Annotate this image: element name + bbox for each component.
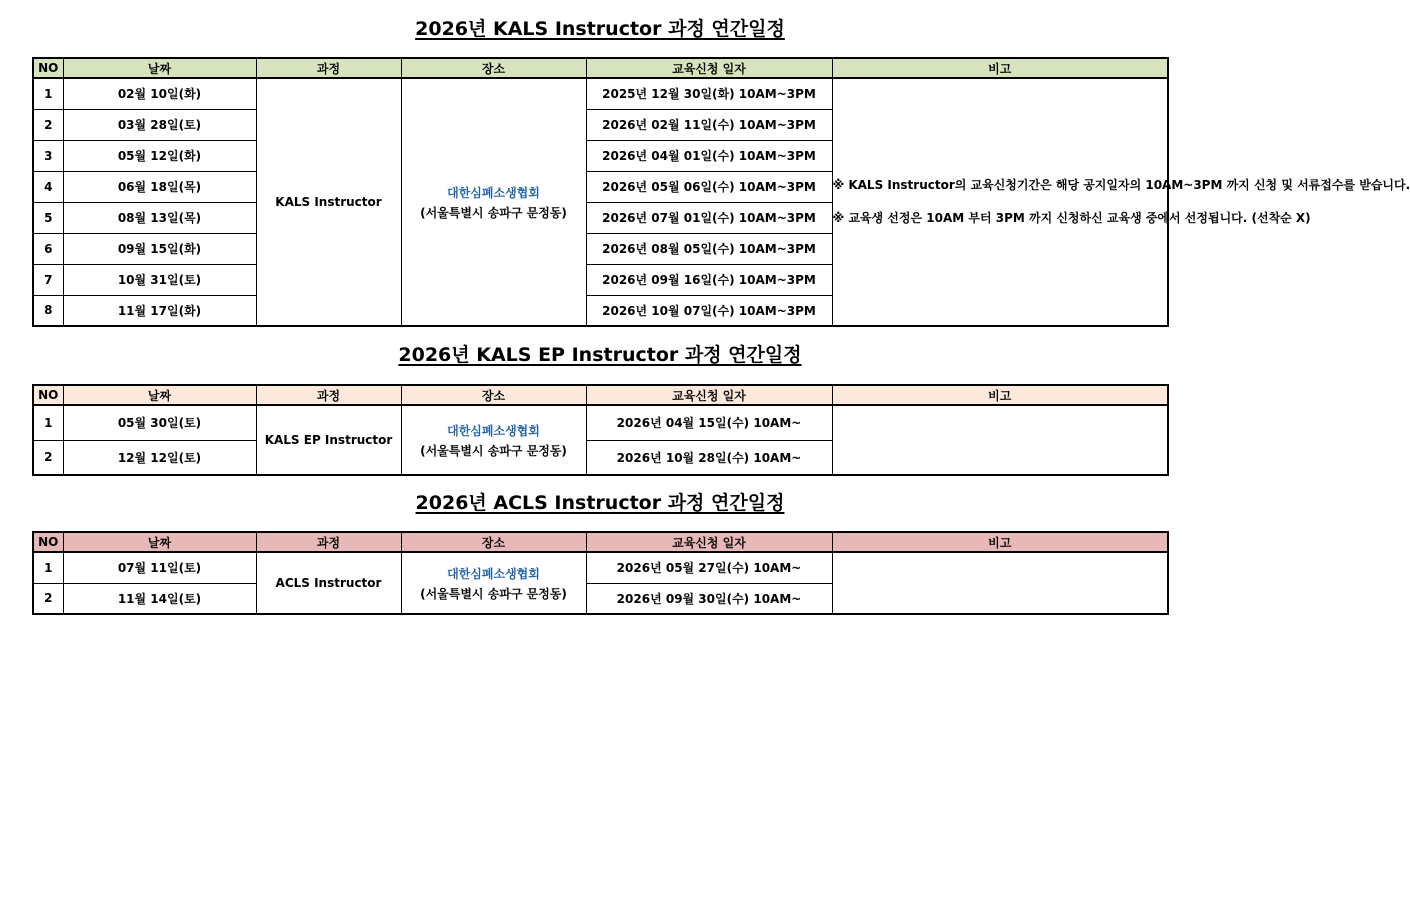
row-date: 07월 11일(토): [63, 552, 256, 583]
table-header-row: [33, 532, 1168, 552]
course-name: KALS Instructor: [256, 78, 401, 326]
row-apply-date: 2026년 05월 27일(수) 10AM~: [586, 552, 832, 583]
header-remarks: 비고: [832, 532, 1168, 552]
row-date: 02월 10일(화): [63, 78, 256, 109]
row-date: 09월 15일(화): [63, 233, 256, 264]
row-apply-date: 2025년 12월 30일(화) 10AM~3PM: [586, 78, 832, 109]
row-no: 1: [33, 78, 63, 109]
remarks-cell: [832, 78, 1410, 326]
row-no: 3: [33, 140, 63, 171]
venue-name: 대한심폐소생협회: [447, 185, 540, 200]
header-date: 날짜: [63, 385, 256, 405]
acls-instructor-schedule-table: [32, 531, 1169, 615]
header-course: 과정: [256, 58, 401, 78]
venue-cell: [401, 78, 586, 326]
table-header-row: [33, 385, 1168, 405]
row-date: 11월 14일(토): [63, 583, 256, 614]
row-apply-date: 2026년 10월 28일(수) 10AM~: [586, 440, 832, 475]
venue-cell: [401, 552, 586, 614]
table-header-row: [33, 58, 1168, 78]
venue-address: (서울특별시 송파구 문정동): [420, 205, 567, 220]
header-apply-date: 교육신청 일자: [586, 58, 832, 78]
header-course: 과정: [256, 385, 401, 405]
header-apply-date: 교육신청 일자: [586, 385, 832, 405]
remarks-cell: [832, 552, 1168, 614]
remarks-cell: [832, 405, 1168, 475]
header-remarks: 비고: [832, 58, 1168, 78]
blank-page-area: [0, 620, 1200, 900]
remark-note-2: ※ 교육생 선정은 10AM 부터 3PM 까지 신청하신 교육생 중에서 선정됩니다. (선착순 X): [832, 211, 1311, 225]
row-apply-date: 2026년 08월 05일(수) 10AM~3PM: [586, 233, 832, 264]
header-venue: 장소: [401, 532, 586, 552]
row-date: 10월 31일(토): [63, 264, 256, 295]
row-date: 06월 18일(목): [63, 171, 256, 202]
header-remarks: 비고: [832, 385, 1168, 405]
header-course: 과정: [256, 532, 401, 552]
header-date: 날짜: [63, 532, 256, 552]
kals-instructor-schedule-table: [32, 57, 1410, 327]
row-date: 05월 30일(토): [63, 405, 256, 440]
row-date: 11월 17일(화): [63, 295, 256, 326]
remark-note-1: ※ KALS Instructor의 교육신청기간은 해당 공지일자의 10AM~3PM 까지 신청 및 서류접수를 받습니다.: [832, 178, 1410, 192]
table-row: [33, 405, 1168, 440]
row-no: 5: [33, 202, 63, 233]
header-no: NO: [33, 58, 63, 78]
course-name: KALS EP Instructor: [256, 405, 401, 475]
title-acls-instructor: 2026년 ACLS Instructor 과정 연간일정: [415, 492, 785, 514]
row-no: 1: [33, 405, 63, 440]
row-no: 7: [33, 264, 63, 295]
course-name: ACLS Instructor: [256, 552, 401, 614]
row-apply-date: 2026년 04월 15일(수) 10AM~: [586, 405, 832, 440]
title-kals-instructor: 2026년 KALS Instructor 과정 연간일정: [415, 18, 785, 40]
row-apply-date: 2026년 05월 06일(수) 10AM~3PM: [586, 171, 832, 202]
row-date: 12월 12일(토): [63, 440, 256, 475]
kals-ep-instructor-schedule-table: [32, 384, 1169, 476]
row-no: 2: [33, 440, 63, 475]
title-kals-ep-instructor: 2026년 KALS EP Instructor 과정 연간일정: [398, 344, 802, 366]
row-date: 03월 28일(토): [63, 109, 256, 140]
table-row: [33, 552, 1168, 583]
venue-address: (서울특별시 송파구 문정동): [420, 586, 567, 601]
row-no: 2: [33, 583, 63, 614]
row-no: 4: [33, 171, 63, 202]
header-date: 날짜: [63, 58, 256, 78]
row-apply-date: 2026년 10월 07일(수) 10AM~3PM: [586, 295, 832, 326]
header-no: NO: [33, 532, 63, 552]
venue-name: 대한심폐소생협회: [447, 566, 540, 581]
table-row: [33, 78, 1168, 109]
row-date: 05월 12일(화): [63, 140, 256, 171]
row-date: 08월 13일(목): [63, 202, 256, 233]
header-apply-date: 교육신청 일자: [586, 532, 832, 552]
header-venue: 장소: [401, 58, 586, 78]
venue-address: (서울특별시 송파구 문정동): [420, 443, 567, 458]
row-no: 1: [33, 552, 63, 583]
row-apply-date: 2026년 02월 11일(수) 10AM~3PM: [586, 109, 832, 140]
header-no: NO: [33, 385, 63, 405]
venue-name: 대한심폐소생협회: [447, 423, 540, 438]
header-venue: 장소: [401, 385, 586, 405]
row-apply-date: 2026년 09월 30일(수) 10AM~: [586, 583, 832, 614]
row-no: 6: [33, 233, 63, 264]
row-no: 2: [33, 109, 63, 140]
row-apply-date: 2026년 09월 16일(수) 10AM~3PM: [586, 264, 832, 295]
row-no: 8: [33, 295, 63, 326]
row-apply-date: 2026년 04월 01일(수) 10AM~3PM: [586, 140, 832, 171]
venue-cell: [401, 405, 586, 475]
row-apply-date: 2026년 07월 01일(수) 10AM~3PM: [586, 202, 832, 233]
